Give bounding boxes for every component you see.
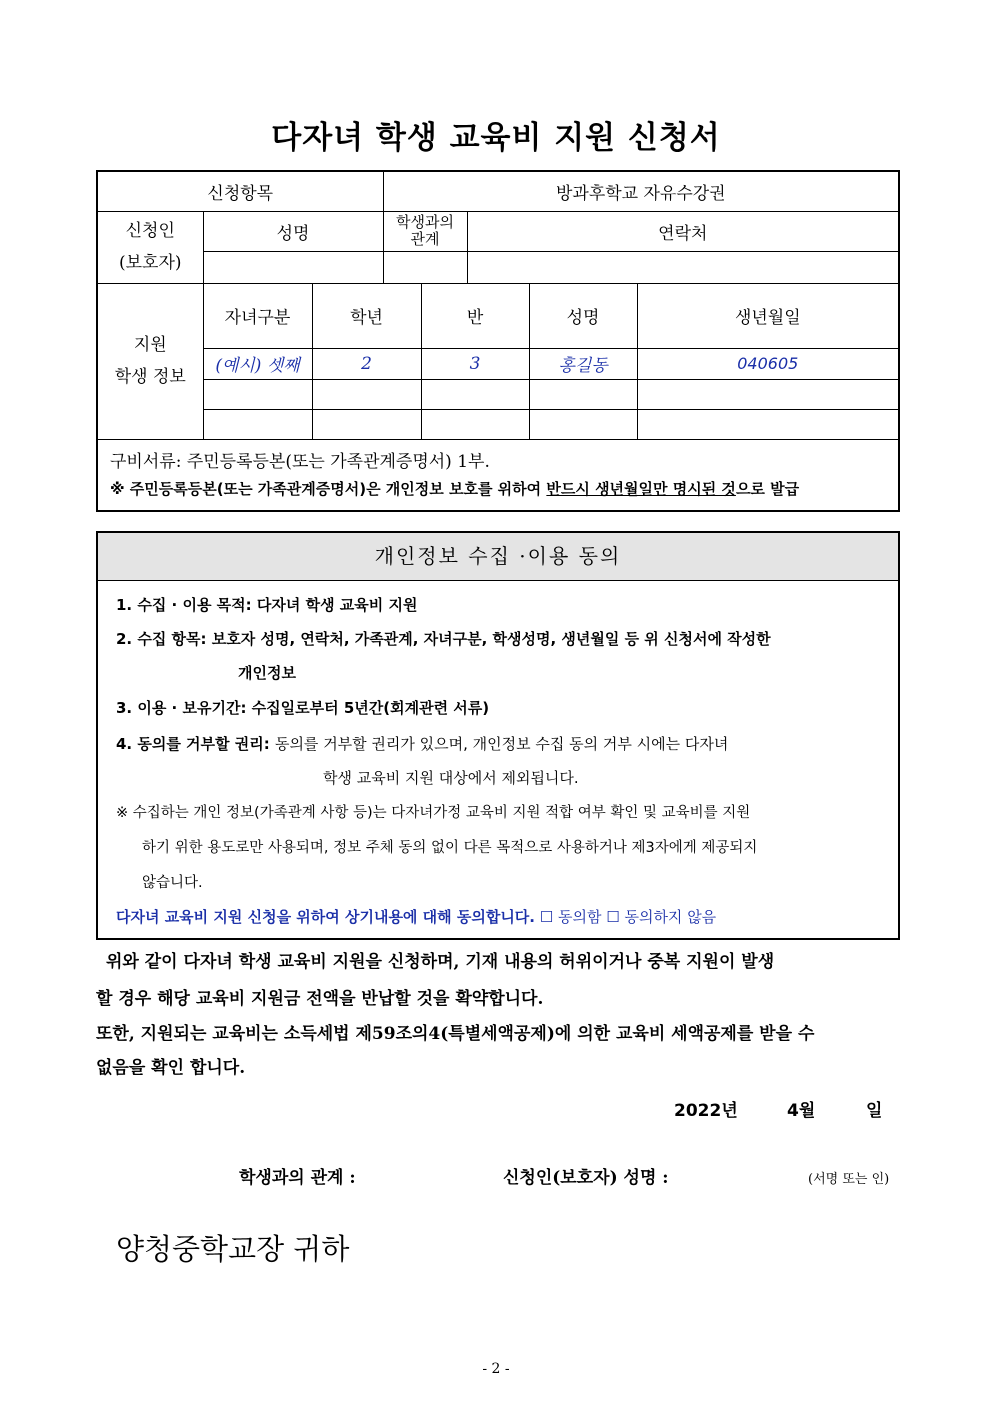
- item-label: 신청항목: [97, 171, 383, 211]
- consent-agreement-text: 다자녀 교육비 지원 신청을 위하여 상기내용에 대해 동의합니다.: [116, 908, 535, 926]
- signature-applicant-label: 신청인(보호자) 성명 :: [503, 1168, 669, 1188]
- example-birthdate: 040605: [637, 348, 899, 379]
- required-documents-note: [110, 476, 886, 502]
- consent-item-4: [116, 733, 882, 754]
- date-month: 4월: [787, 1101, 816, 1121]
- example-student-name: 홍길동: [529, 348, 637, 379]
- consent-item-2-label: 2. 수집 항목:: [116, 630, 212, 648]
- date-year: 2022년: [674, 1101, 738, 1121]
- pledge-line3: 또한, 지원되는 교육비는 소득세법 제59조의4(특별세액공제)에 의한 교육비 세액공제를 받을 수: [96, 1024, 815, 1044]
- student2-birthdate-field[interactable]: [637, 409, 899, 439]
- docs-note-underlined: 반드시 생년월일만 명시된 것: [546, 479, 736, 498]
- consent-note-line3: 않습니다.: [142, 875, 203, 891]
- col-grade: 학년: [312, 283, 421, 348]
- item-value: 방과후학교 자유수강권: [383, 171, 899, 211]
- agree-checkbox[interactable]: ☐ 동의함: [539, 908, 602, 926]
- name-label: 성명: [203, 211, 383, 251]
- col-birthdate: 생년월일: [637, 283, 899, 348]
- pledge-line4: 없음을 확인 합니다.: [96, 1058, 246, 1078]
- docs-note-part-c: 으로 발급: [735, 479, 800, 498]
- consent-item-2-cont: 개인정보: [238, 664, 296, 682]
- applicant-label: [97, 211, 203, 283]
- consent-item-1: [116, 594, 882, 615]
- privacy-consent-header: 개인정보 수집 ·이용 동의: [98, 533, 898, 581]
- consent-note-line2: 하기 위한 용도로만 사용되며, 정보 주체 동의 없이 다른 목적으로 사용하거나 제3자에게 제공되지: [142, 840, 758, 856]
- consent-item-1-label: 1. 수집 · 이용 목적:: [116, 596, 257, 614]
- contact-label: 연락처: [467, 211, 899, 251]
- disagree-checkbox[interactable]: ☐ 동의하지 않음: [606, 908, 717, 926]
- signature-relation-label: 학생과의 관계 :: [239, 1168, 356, 1188]
- relation-label: 학생과의 관계: [383, 211, 467, 251]
- student2-grade-field[interactable]: [312, 409, 421, 439]
- col-child-order: 자녀구분: [203, 283, 312, 348]
- col-class: 반: [421, 283, 529, 348]
- addressee: 양청중학교장 귀하: [116, 1232, 350, 1266]
- date-day: 일: [866, 1101, 883, 1121]
- student2-name-field[interactable]: [529, 409, 637, 439]
- page-number: - 2 -: [482, 1361, 510, 1377]
- student1-birthdate-field[interactable]: [637, 379, 899, 409]
- student1-class-field[interactable]: [421, 379, 529, 409]
- application-form-table: [96, 170, 900, 512]
- student1-grade-field[interactable]: [312, 379, 421, 409]
- example-grade: 2: [312, 348, 421, 379]
- consent-item-3-value: 수집일로부터 5년간(회계관련 서류): [251, 699, 490, 717]
- consent-item-4-value: 동의를 거부할 권리가 있으며, 개인정보 수집 동의 거부 시에는 다자녀: [274, 735, 729, 753]
- consent-item-3-label: 3. 이용 · 보유기간:: [116, 699, 252, 717]
- student-info-label-line2: 학생 정보: [114, 367, 186, 387]
- student1-child-order-field[interactable]: [203, 379, 312, 409]
- consent-agreement-line: [116, 906, 882, 927]
- consent-item-3: [116, 697, 882, 718]
- student-info-label-line1: 지원: [133, 335, 167, 355]
- consent-item-1-value: 다자녀 학생 교육비 지원: [256, 596, 418, 614]
- consent-item-4-label: 4. 동의를 거부할 권리:: [116, 735, 275, 753]
- docs-note-part-a: ※ 주민등록등본(또는 가족관계증명서)은 개인정보 보호를 위하여: [110, 479, 547, 498]
- col-student-name: 성명: [529, 283, 637, 348]
- consent-note-line1: ※ 수집하는 개인 정보(가족관계 사항 등)는 다자녀가정 교육비 지원 적합 여부 확인 및 교육비를 지원: [116, 805, 751, 821]
- contact-field[interactable]: [467, 251, 899, 283]
- applicant-label-line2: (보호자): [118, 253, 182, 273]
- consent-item-2: [116, 628, 882, 649]
- consent-item-4-cont: 학생 교육비 지원 대상에서 제외됩니다.: [323, 769, 579, 787]
- pledge-line1: 위와 같이 다자녀 학생 교육비 지원을 신청하며, 기재 내용의 허위이거나 중복 지원이 발생: [106, 952, 775, 972]
- signature-hint: (서명 또는 인): [808, 1172, 890, 1187]
- privacy-consent-box: [96, 531, 900, 940]
- student1-name-field[interactable]: [529, 379, 637, 409]
- example-class: 3: [421, 348, 529, 379]
- student-info-label: [97, 283, 203, 439]
- student2-child-order-field[interactable]: [203, 409, 312, 439]
- relation-field[interactable]: [383, 251, 467, 283]
- required-documents: [97, 439, 899, 511]
- consent-item-2-value: 보호자 성명, 연락처, 가족관계, 자녀구분, 학생성명, 생년월일 등 위 신청서에 작성한: [211, 630, 771, 648]
- guardian-name-field[interactable]: [203, 251, 383, 283]
- student2-class-field[interactable]: [421, 409, 529, 439]
- pledge-line2: 할 경우 해당 교육비 지원금 전액을 반납할 것을 확약합니다.: [96, 989, 544, 1009]
- example-child-order: (예시) 셋째: [203, 348, 312, 379]
- required-documents-line: 구비서류: 주민등록등본(또는 가족관계증명서) 1부.: [110, 451, 490, 472]
- document-title: 다자녀 학생 교육비 지원 신청서: [271, 120, 721, 156]
- applicant-label-line1: 신청인: [125, 221, 175, 241]
